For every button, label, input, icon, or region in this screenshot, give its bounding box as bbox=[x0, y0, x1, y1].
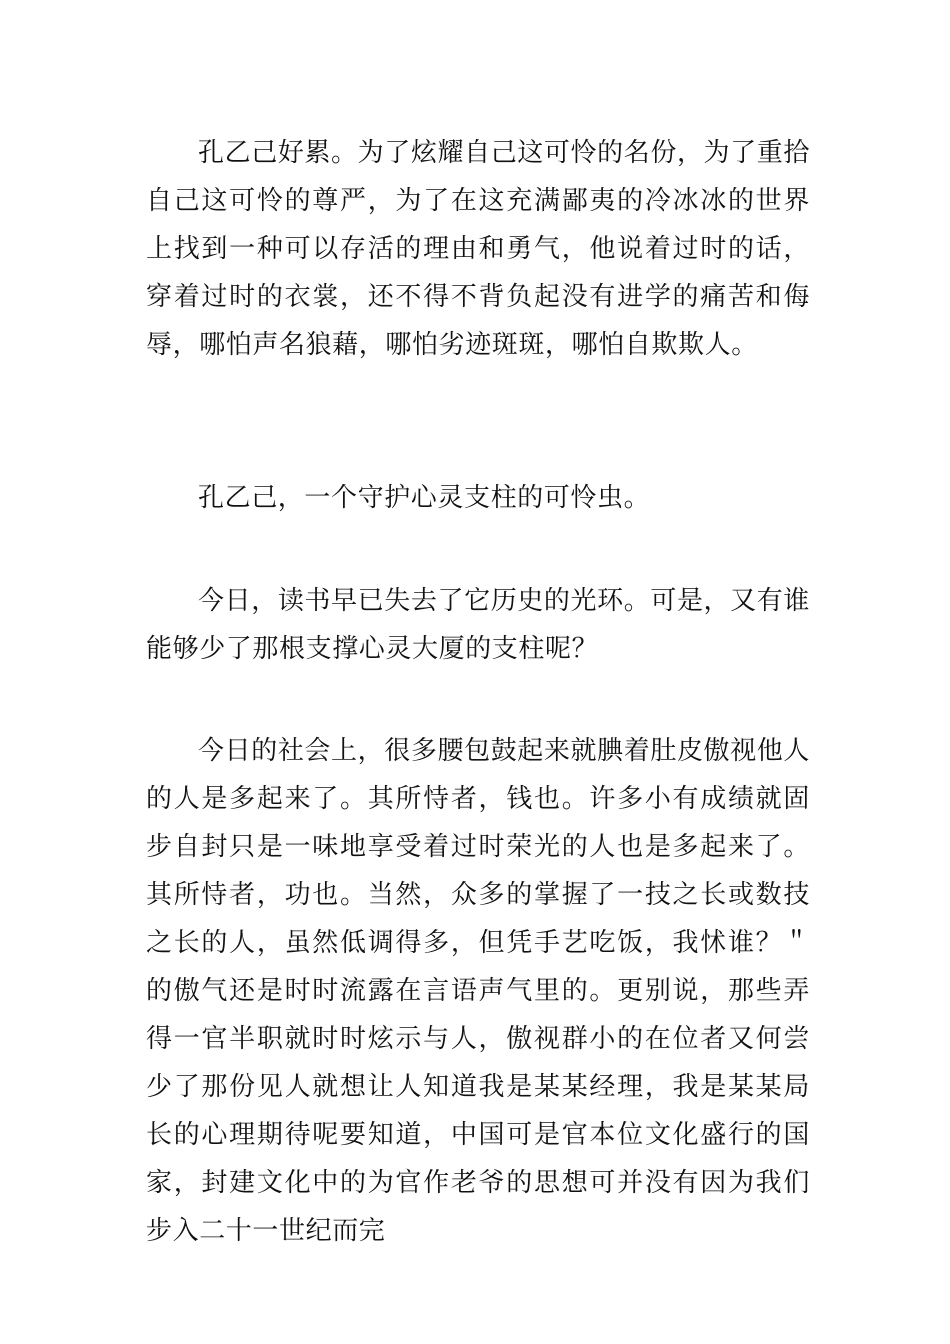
paragraph-1: 孔乙己好累。为了炫耀自己这可怜的名份，为了重拾自己这可怜的尊严，为了在这充满鄙夷的冷冰冰的世界上找到一种可以存活的理由和勇气，他说着过时的话，穿着过时的衣裳，还不得不背负起没有进学的痛苦和侮辱，哪怕声名狼藉，哪怕劣迹斑斑，哪怕自欺欺人。 bbox=[146, 138, 810, 360]
paragraph-3: 今日，读书早已失去了它历史的光环。可是，又有谁能够少了那根支撑心灵大厦的支柱呢？ bbox=[146, 586, 810, 664]
paragraph-2: 孔乙己，一个守护心灵支柱的可怜虫。 bbox=[198, 483, 651, 513]
paragraph-4: 今日的社会上，很多腰包鼓起来就腆着肚皮傲视他人的人是多起来了。其所恃者，钱也。许多小有成绩就固步自封只是一味地享受着过时荣光的人也是多起来了。其所恃者，功也。当然，众多的掌握了一技之长或数技之长的人，虽然低调得多，但凭手艺吃饭，我怵谁？＂的傲气还是时时流露在言语声气里的。更别说，那些弄得一官半职就时时炫示与人，傲视群小的在位者又何尝少了那份见人就想让人知道我是某某经理，我是某某局长的心理期待呢要知道，中国可是官本位文化盛行的国家，封建文化中的为官作老爷的思想可并没有因为我们步入二十一世纪而完 bbox=[146, 736, 810, 1246]
